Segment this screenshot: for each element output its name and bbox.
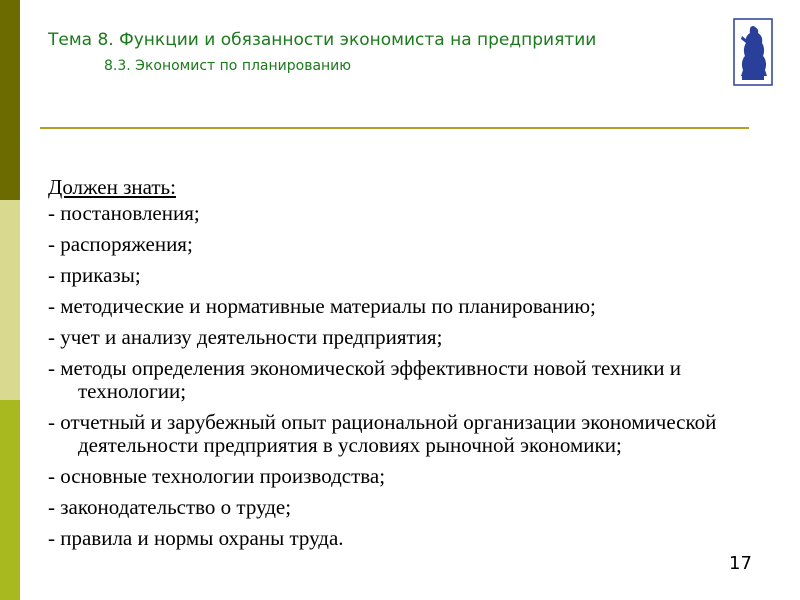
list-item: - методические и нормативные материалы по планированию; [48,294,596,318]
list-item: - законодательство о труде; [48,495,292,519]
slide-number: 17 [729,553,752,574]
list-item: - правила и нормы охраны труда. [48,526,344,550]
title-divider [40,127,749,129]
list-item: - распоряжения; [48,232,193,256]
list-item: - учет и анализу деятельности предприятия; [48,325,443,349]
list-item: - методы определения экономической эффективности новой техники и технологии; [48,356,681,403]
slide-title: Тема 8. Функции и обязанности экономиста на предприятии [48,30,597,50]
slide-content [48,172,768,558]
content-heading: Должен знать: [48,175,176,199]
sidebar-segment-dark [0,0,20,200]
list-item: - основные технологии производства; [48,464,386,488]
sidebar-segment-light [0,200,20,400]
sidebar-segment-olive [0,400,20,600]
list-item: - отчетный и зарубежный опыт рациональной организации экономической деятельности предприятия в условиях рыночной экономики; [48,410,717,457]
sidebar-stripe [0,0,20,600]
list-item: - приказы; [48,263,141,287]
list-item: - постановления; [48,201,200,225]
university-statue-logo-icon [733,18,773,86]
slide-subtitle: 8.3. Экономист по планированию [104,58,352,74]
